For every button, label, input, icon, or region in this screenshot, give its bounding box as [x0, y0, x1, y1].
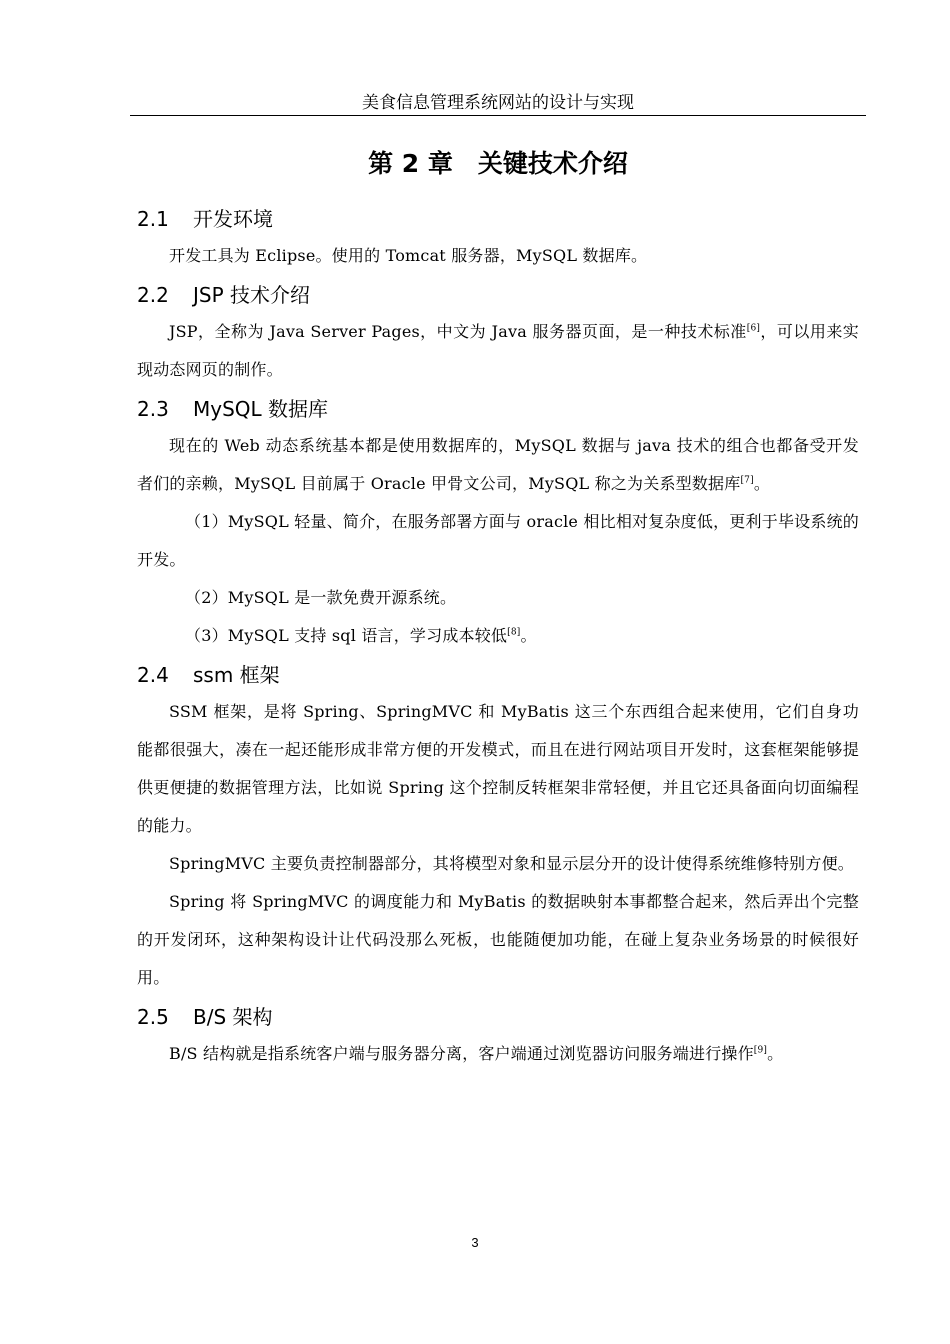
paragraph: Spring 将 SpringMVC 的调度能力和 MyBatis 的数据映射本事都整合起来，然后弄出个完整的开发闭环，这种架构设计让代码没那么死板，也能随便加功能，在碰上复杂业务场景的时候很好用。 — [137, 892, 859, 987]
paragraph: B/S 结构就是指系统客户端与服务器分离，客户端通过浏览器访问服务端进行操作[9]。 — [169, 1044, 784, 1063]
section-number: 2.1 — [137, 207, 169, 231]
citation: [8] — [507, 627, 521, 638]
section-heading — [137, 201, 859, 237]
section-title: B/S 架构 — [193, 1005, 273, 1029]
body-content — [137, 199, 859, 1073]
list-item: （1）MySQL 轻量、简介，在服务部署方面与 oracle 相比相对复杂度低，更利于毕设系统的开发。 — [137, 512, 859, 569]
section-heading — [137, 999, 859, 1035]
section-heading — [137, 391, 859, 427]
section-number: 2.5 — [137, 1005, 169, 1029]
chapter-title: 第 2 章 关键技术介绍 — [368, 149, 628, 178]
header-rule — [130, 115, 866, 116]
paragraph: JSP，全称为 Java Server Pages，中文为 Java 服务器页面，是一种技术标准[6]，可以用来实现动态网页的制作。 — [137, 322, 859, 379]
section-number: 2.4 — [137, 663, 169, 687]
section-title: ssm 框架 — [193, 663, 280, 687]
section-title: 开发环境 — [193, 207, 273, 231]
paragraph: 现在的 Web 动态系统基本都是使用数据库的，MySQL 数据与 java 技术的组合也都备受开发者们的亲赖，MySQL 目前属于 Oracle 甲骨文公司，MySQL 称之为关系型数据库[7]。 — [137, 436, 859, 493]
section-title: MySQL 数据库 — [193, 397, 329, 421]
section-number: 2.2 — [137, 283, 169, 307]
running-header: 美食信息管理系统网站的设计与实现 — [362, 93, 634, 113]
citation: [7] — [740, 475, 754, 486]
section-title: JSP 技术介绍 — [193, 283, 311, 307]
paragraph: SpringMVC 主要负责控制器部分，其将模型对象和显示层分开的设计使得系统维修特别方便。 — [169, 854, 854, 873]
list-item: （3）MySQL 支持 sql 语言，学习成本较低[8]。 — [185, 626, 537, 645]
section-heading — [137, 657, 859, 693]
section-number: 2.3 — [137, 397, 169, 421]
page-number: 3 — [471, 1235, 479, 1250]
paragraph: SSM 框架，是将 Spring、SpringMVC 和 MyBatis 这三个东西组合起来使用，它们自身功能都很强大，凑在一起还能形成非常方便的开发模式，而且在进行网站项目开发时，这套框架能够提供更便捷的数据管理方法，比如说 Spring 这个控制反转框架非常轻便，并且它还具备面向切面编程的能力。 — [137, 702, 859, 835]
paragraph: 开发工具为 Eclipse。使用的 Tomcat 服务器，MySQL 数据库。 — [169, 246, 648, 265]
list-item: （2）MySQL 是一款免费开源系统。 — [185, 588, 457, 607]
section-heading — [137, 277, 859, 313]
citation: [6] — [746, 323, 761, 334]
citation: [9] — [753, 1045, 768, 1056]
